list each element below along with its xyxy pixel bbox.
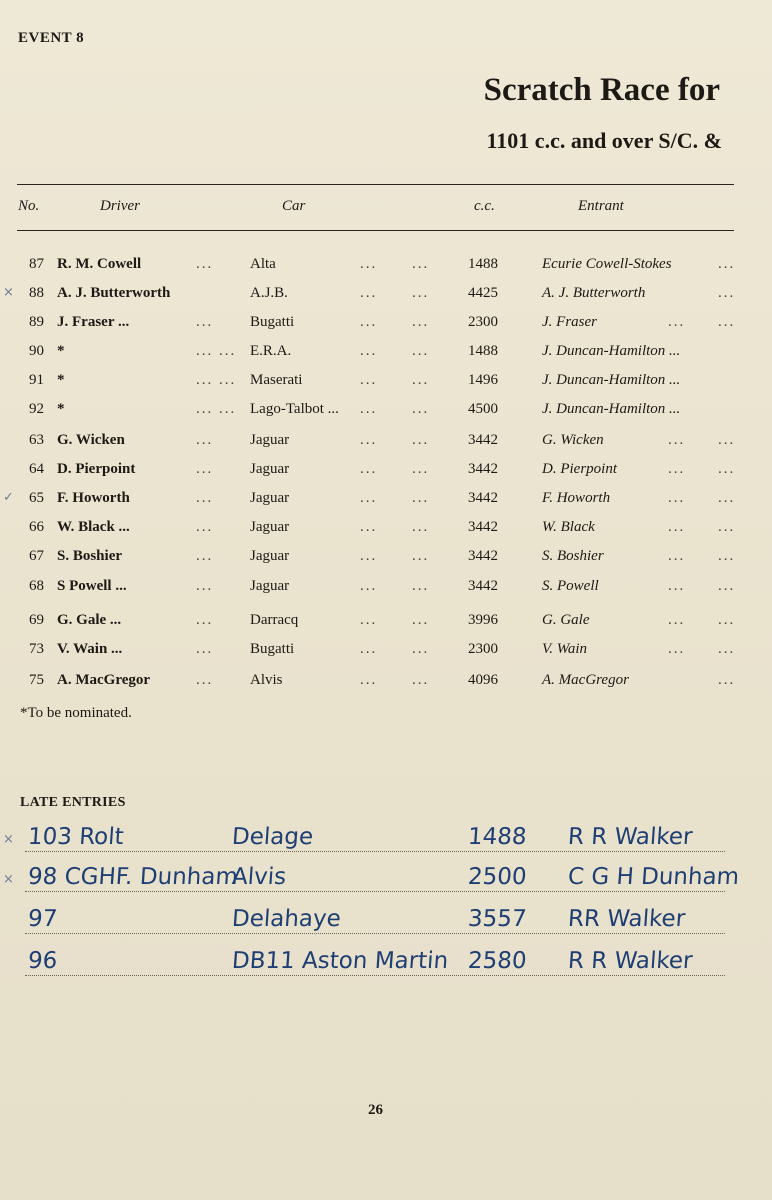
- entrant-leader-dots: ...: [718, 461, 736, 477]
- entry-car: Bugatti: [250, 314, 295, 330]
- entry-row: [0, 343, 772, 367]
- entry-cc: 4425: [468, 285, 498, 301]
- entry-number: 68: [29, 578, 44, 594]
- entry-number: 75: [29, 672, 44, 688]
- entry-row: [0, 372, 772, 396]
- car-leader-dots: ...: [412, 343, 430, 359]
- late-car: DB11 Aston Martin: [231, 948, 450, 974]
- late-entry-row: [0, 900, 772, 940]
- car-leader-dots: ...: [360, 612, 378, 628]
- driver-leader-dots: ... ...: [196, 343, 237, 359]
- car-leader-dots: ...: [412, 519, 430, 535]
- entry-entrant: Ecurie Cowell-Stokes: [542, 256, 672, 272]
- entry-driver: G. Gale ...: [57, 612, 122, 628]
- entry-row: [0, 490, 772, 514]
- header-driver: Driver: [100, 198, 140, 214]
- entrant-leader-dots: ...: [668, 519, 686, 535]
- entrant-leader-dots: ...: [718, 578, 736, 594]
- entry-entrant: F. Howorth: [542, 490, 611, 506]
- entry-row: [0, 578, 772, 602]
- driver-leader-dots: ...: [196, 432, 214, 448]
- car-leader-dots: ...: [412, 672, 430, 688]
- entry-row: [0, 548, 772, 572]
- entry-number: 63: [29, 432, 44, 448]
- pencil-mark: ×: [3, 832, 14, 847]
- entry-number: 69: [29, 612, 44, 628]
- late-cc: 2500: [467, 864, 528, 890]
- entry-cc: 3442: [468, 578, 498, 594]
- race-subtitle: 1101 c.c. and over S/C. &: [486, 128, 722, 153]
- pencil-mark: ×: [3, 872, 14, 887]
- entry-cc: 3996: [468, 612, 498, 628]
- entrant-leader-dots: ...: [668, 490, 686, 506]
- late-number-driver: 97: [27, 906, 59, 932]
- entry-driver: *: [57, 343, 65, 359]
- entrant-leader-dots: ...: [718, 672, 736, 688]
- entry-cc: 2300: [468, 314, 498, 330]
- entry-number: 64: [29, 461, 44, 477]
- car-leader-dots: ...: [412, 401, 430, 417]
- car-leader-dots: ...: [360, 372, 378, 388]
- entry-car: E.R.A.: [250, 343, 292, 359]
- entry-car: Darracq: [250, 612, 299, 628]
- entry-row: [0, 519, 772, 543]
- late-car: Delahaye: [231, 906, 342, 932]
- entrant-leader-dots: ...: [668, 314, 686, 330]
- entry-entrant: J. Fraser: [542, 314, 597, 330]
- entry-cc: 4096: [468, 672, 498, 688]
- driver-leader-dots: ...: [196, 256, 214, 272]
- driver-leader-dots: ...: [196, 641, 214, 657]
- entry-number: 88: [29, 285, 44, 301]
- page-number: 26: [368, 1102, 383, 1118]
- pencil-mark: ✓: [3, 490, 14, 505]
- car-leader-dots: ...: [360, 401, 378, 417]
- entry-cc: 3442: [468, 432, 498, 448]
- car-leader-dots: ...: [360, 432, 378, 448]
- entrant-leader-dots: ...: [718, 612, 736, 628]
- entrant-leader-dots: ...: [668, 548, 686, 564]
- entrant-leader-dots: ...: [668, 432, 686, 448]
- driver-leader-dots: ...: [196, 519, 214, 535]
- entry-number: 89: [29, 314, 44, 330]
- entry-car: Bugatti: [250, 641, 295, 657]
- entrant-leader-dots: ...: [718, 490, 736, 506]
- entry-cc: 3442: [468, 548, 498, 564]
- entry-number: 66: [29, 519, 44, 535]
- header-top-rule: [17, 184, 734, 185]
- entry-car: Lago-Talbot ...: [250, 401, 339, 417]
- car-leader-dots: ...: [412, 490, 430, 506]
- entry-number: 87: [29, 256, 44, 272]
- entrant-leader-dots: ...: [718, 641, 736, 657]
- entry-cc: 2300: [468, 641, 498, 657]
- entry-driver: *: [57, 372, 65, 388]
- driver-leader-dots: ...: [196, 490, 214, 506]
- car-leader-dots: ...: [412, 461, 430, 477]
- late-entries-heading: LATE ENTRIES: [20, 795, 126, 810]
- entry-car: Jaguar: [250, 519, 290, 535]
- entry-row: [0, 461, 772, 485]
- header-cc: c.c.: [474, 198, 495, 214]
- entry-car: Alta: [250, 256, 276, 272]
- entry-cc: 1488: [468, 343, 498, 359]
- car-leader-dots: ...: [412, 256, 430, 272]
- entry-car: A.J.B.: [250, 285, 288, 301]
- entry-cc: 1496: [468, 372, 498, 388]
- car-leader-dots: ...: [412, 285, 430, 301]
- entry-driver: A. MacGregor: [57, 672, 151, 688]
- entry-driver: A. J. Butterworth: [57, 285, 171, 301]
- entry-row: [0, 285, 772, 309]
- late-number-driver: 103 Rolt: [27, 824, 125, 850]
- late-entrant: R R Walker: [567, 948, 694, 974]
- dotted-line: [25, 851, 725, 852]
- dotted-line: [25, 933, 725, 934]
- event-label: EVENT 8: [18, 30, 85, 46]
- car-leader-dots: ...: [360, 490, 378, 506]
- car-leader-dots: ...: [360, 314, 378, 330]
- entry-number: 73: [29, 641, 44, 657]
- entry-number: 67: [29, 548, 44, 564]
- entrant-leader-dots: ...: [718, 548, 736, 564]
- entry-driver: S Powell ...: [57, 578, 127, 594]
- entrant-leader-dots: ...: [718, 285, 736, 301]
- driver-leader-dots: ...: [196, 548, 214, 564]
- entry-car: Jaguar: [250, 548, 290, 564]
- entrant-leader-dots: ...: [668, 578, 686, 594]
- entry-row: [0, 256, 772, 280]
- entrant-leader-dots: ...: [668, 461, 686, 477]
- car-leader-dots: ...: [360, 461, 378, 477]
- late-entry-row: [0, 942, 772, 982]
- entry-entrant: D. Pierpoint: [542, 461, 617, 477]
- entry-row: [0, 314, 772, 338]
- entry-cc: 3442: [468, 519, 498, 535]
- entry-car: Maserati: [250, 372, 303, 388]
- dotted-line: [25, 891, 725, 892]
- entry-number: 65: [29, 490, 44, 506]
- entry-entrant: V. Wain: [542, 641, 588, 657]
- late-cc: 1488: [467, 824, 528, 850]
- car-leader-dots: ...: [360, 285, 378, 301]
- driver-leader-dots: ... ...: [196, 372, 237, 388]
- driver-leader-dots: ...: [196, 578, 214, 594]
- entry-entrant: J. Duncan-Hamilton ...: [542, 401, 681, 417]
- car-leader-dots: ...: [412, 314, 430, 330]
- car-leader-dots: ...: [412, 548, 430, 564]
- entry-driver: D. Pierpoint: [57, 461, 136, 477]
- entry-driver: S. Boshier: [57, 548, 123, 564]
- race-title: Scratch Race for: [483, 72, 720, 108]
- entry-entrant: G. Wicken: [542, 432, 604, 448]
- entry-row: [0, 432, 772, 456]
- entry-car: Jaguar: [250, 432, 290, 448]
- entry-entrant: J. Duncan-Hamilton ...: [542, 372, 681, 388]
- entry-driver: W. Black ...: [57, 519, 130, 535]
- car-leader-dots: ...: [360, 519, 378, 535]
- entry-row: [0, 401, 772, 425]
- car-leader-dots: ...: [360, 578, 378, 594]
- entry-entrant: S. Powell: [542, 578, 599, 594]
- late-cc: 3557: [467, 906, 528, 932]
- entry-row: [0, 641, 772, 665]
- late-entrant: R R Walker: [567, 824, 694, 850]
- entrant-leader-dots: ...: [718, 256, 736, 272]
- header-car: Car: [282, 198, 306, 214]
- entry-car: Jaguar: [250, 461, 290, 477]
- entry-driver: J. Fraser ...: [57, 314, 130, 330]
- late-car: Alvis: [231, 864, 288, 890]
- car-leader-dots: ...: [412, 578, 430, 594]
- header-bottom-rule: [17, 230, 734, 231]
- driver-leader-dots: ...: [196, 314, 214, 330]
- late-entrant: C G H Dunham: [567, 864, 740, 890]
- late-entry-row: [0, 858, 772, 898]
- car-leader-dots: ...: [412, 612, 430, 628]
- entrant-leader-dots: ...: [668, 641, 686, 657]
- late-car: Delage: [231, 824, 315, 850]
- entry-driver: G. Wicken: [57, 432, 125, 448]
- car-leader-dots: ...: [360, 548, 378, 564]
- entry-row: [0, 612, 772, 636]
- car-leader-dots: ...: [360, 256, 378, 272]
- entry-entrant: A. MacGregor: [542, 672, 629, 688]
- footnote: *To be nominated.: [20, 705, 132, 721]
- entry-entrant: A. J. Butterworth: [542, 285, 646, 301]
- entry-entrant: S. Boshier: [542, 548, 604, 564]
- late-number-driver: 98 CGHF. Dunham: [27, 864, 239, 890]
- entrant-leader-dots: ...: [718, 314, 736, 330]
- entrant-leader-dots: ...: [668, 612, 686, 628]
- entry-car: Jaguar: [250, 578, 290, 594]
- header-entrant: Entrant: [578, 198, 624, 214]
- entry-driver: R. M. Cowell: [57, 256, 142, 272]
- car-leader-dots: ...: [412, 641, 430, 657]
- entry-entrant: W. Black: [542, 519, 595, 535]
- car-leader-dots: ...: [412, 372, 430, 388]
- driver-leader-dots: ... ...: [196, 401, 237, 417]
- entry-entrant: G. Gale: [542, 612, 590, 628]
- car-leader-dots: ...: [360, 343, 378, 359]
- driver-leader-dots: ...: [196, 672, 214, 688]
- dotted-line: [25, 975, 725, 976]
- entrant-leader-dots: ...: [718, 519, 736, 535]
- pencil-mark: ×: [3, 285, 14, 300]
- entry-number: 92: [29, 401, 44, 417]
- car-leader-dots: ...: [360, 672, 378, 688]
- entry-driver: F. Howorth: [57, 490, 130, 506]
- entry-cc: 3442: [468, 490, 498, 506]
- entry-car: Alvis: [250, 672, 283, 688]
- entry-cc: 4500: [468, 401, 498, 417]
- entry-cc: 1488: [468, 256, 498, 272]
- entry-number: 91: [29, 372, 44, 388]
- late-entrant: RR Walker: [567, 906, 687, 932]
- car-leader-dots: ...: [412, 432, 430, 448]
- late-cc: 2580: [467, 948, 528, 974]
- late-number-driver: 96: [27, 948, 59, 974]
- entry-entrant: J. Duncan-Hamilton ...: [542, 343, 681, 359]
- entry-row: [0, 672, 772, 696]
- driver-leader-dots: ...: [196, 612, 214, 628]
- entry-cc: 3442: [468, 461, 498, 477]
- driver-leader-dots: ...: [196, 461, 214, 477]
- late-entry-row: [0, 818, 772, 858]
- entry-number: 90: [29, 343, 44, 359]
- car-leader-dots: ...: [360, 641, 378, 657]
- entry-driver: *: [57, 401, 65, 417]
- header-no: No.: [18, 198, 40, 214]
- entrant-leader-dots: ...: [718, 432, 736, 448]
- entry-car: Jaguar: [250, 490, 290, 506]
- entry-driver: V. Wain ...: [57, 641, 123, 657]
